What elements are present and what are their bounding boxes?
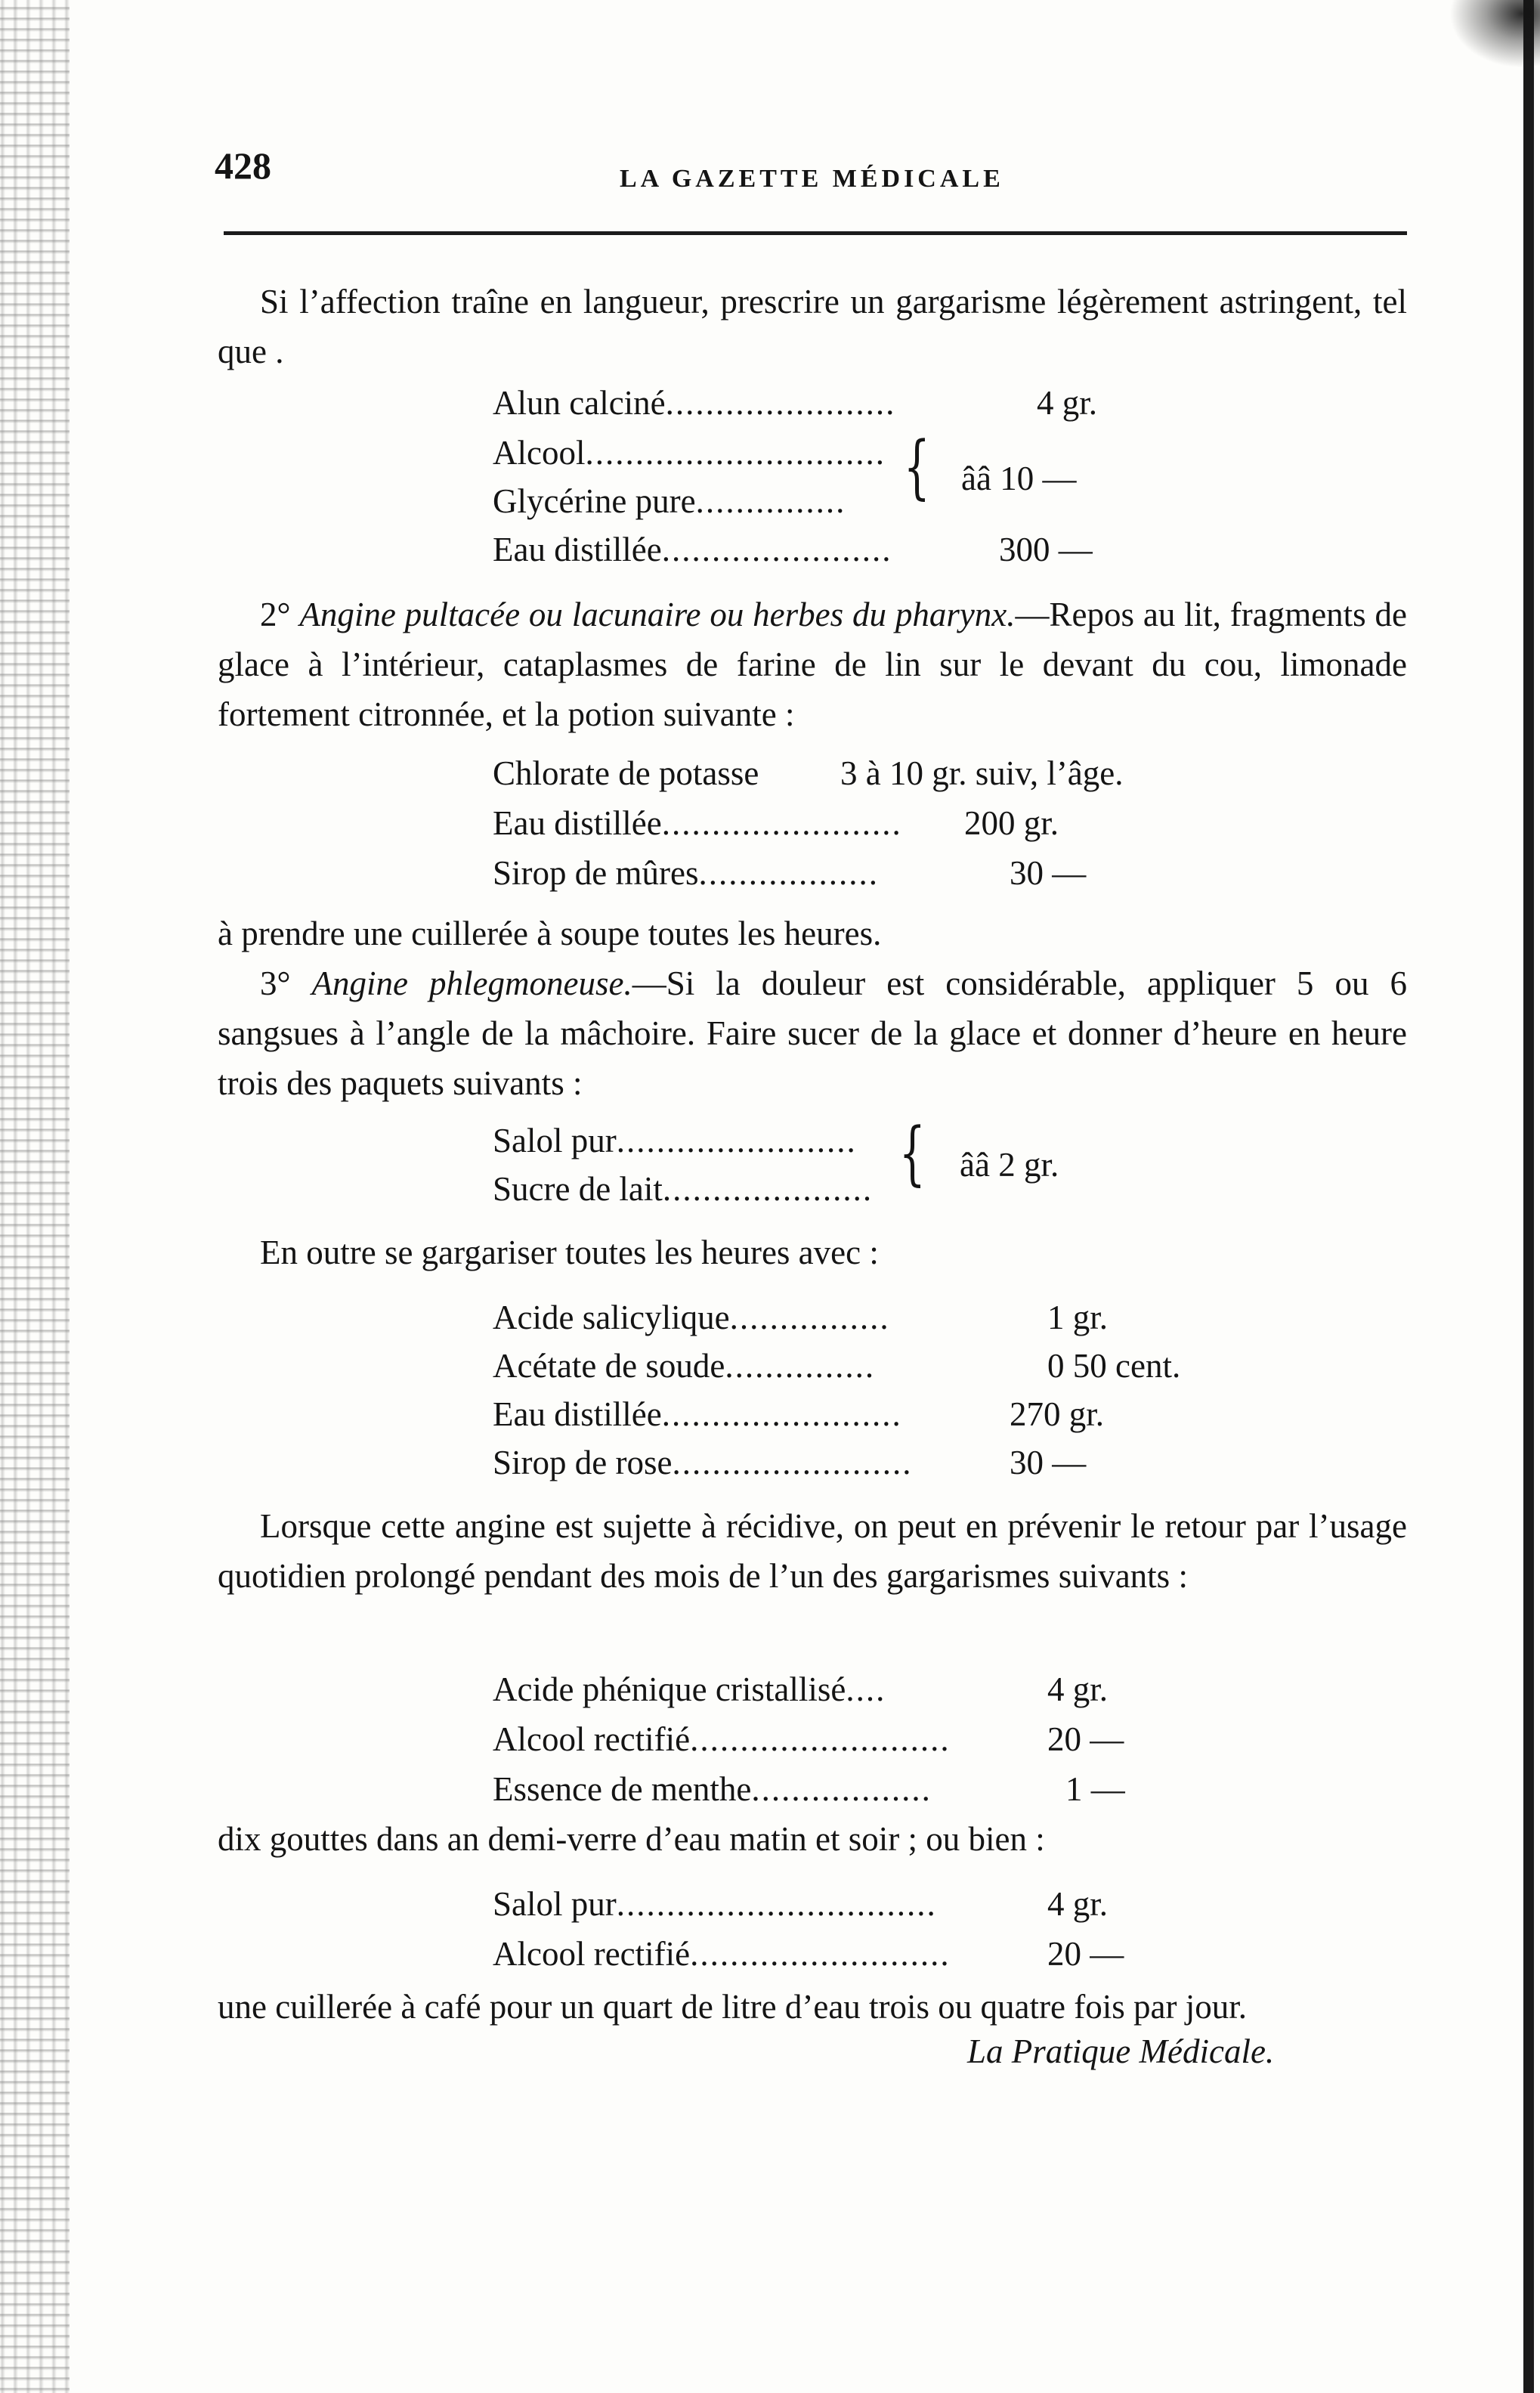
ingredient-quantity: 4 gr. [1037,384,1098,422]
recipe-row: Eau distillée........................ [493,1395,902,1433]
recipe-row: Alun calciné....................... [493,384,896,422]
recipe-row: Sirop de rose........................ [493,1444,913,1481]
section-heading: Angine phlegmoneuse. [311,964,632,1002]
recipe-row: Alcool rectifié.......................... [493,1935,951,1973]
section-text: —Si la douleur est considérable, appliquer 5 ou 6 sangsues à l’angle de la mâchoire. Faire sucer de la glace et donner d’heure en heure trois des paquets suivants : [218,964,1407,1102]
header-rule [224,231,1407,235]
section-number: 2° [260,596,291,633]
ingredient-name: Sirop de mûres [493,854,699,892]
recipe-row: Eau distillée........................ [493,804,902,842]
ingredient-quantity: 30 — [1010,854,1087,892]
recipe-row: Essence de menthe.................. [493,1770,932,1808]
ingredient-quantity: 30 — [1010,1444,1087,1481]
ingredient-name: Acide salicylique [493,1299,730,1336]
section-heading: Angine pultacée ou lacunaire ou herbes du pharynx. [299,596,1016,633]
ingredient-name: Salol pur [493,1885,617,1923]
ingredient-name: Eau distillée [493,804,662,842]
ingredient-quantity: 20 — [1047,1935,1124,1973]
paragraph-dix-gouttes: dix gouttes dans an demi-verre d’eau matin et soir ; ou bien : [218,1820,1045,1858]
page-binding-edge [0,0,70,2393]
ingredient-name: Salol pur [493,1122,617,1159]
ingredient-name: Chlorate de potasse [493,754,759,792]
paragraph-dosage: à prendre une cuillerée à soupe toutes les heures. [218,915,882,952]
section-text: —Repos au lit, fragments de glace à l’intérieur, cataplasmes de farine de lin sur le devant du cou, limonade fortement citronnée, et la potion suivante : [218,596,1407,733]
ingredient-name: Sucre de lait [493,1170,663,1208]
ingredient-name: Glycérine pure [493,482,696,520]
ingredient-name: Acétate de soude [493,1347,725,1385]
ingredient-name: Alcool [493,434,586,472]
ingredient-quantity: ââ 2 gr. [960,1146,1059,1184]
recipe-row: Salol pur................................ [493,1885,937,1923]
ingredient-name: Acide phénique cristallisé [493,1670,846,1708]
ingredient-quantity: 3 à 10 gr. suiv, l’âge. [840,754,1124,792]
recipe-row: Salol pur........................ [493,1122,857,1159]
recipe-row: Acide salicylique................ [493,1299,890,1336]
ingredient-name: Sirop de rose [493,1444,673,1481]
recipe-row: Acétate de soude............... [493,1347,876,1385]
section-number: 3° [260,964,291,1002]
ingredient-quantity: 20 — [1047,1720,1124,1758]
ingredient-quantity: 0 50 cent. [1047,1347,1181,1385]
ingredient-quantity: 4 gr. [1047,1670,1109,1708]
ingredient-name: Essence de menthe [493,1770,752,1808]
paragraph-astringent: Si l’affection traîne en langueur, prescrire un gargarisme légèrement astringent, tel que . [218,283,1407,370]
brace-icon: { [898,1113,926,1193]
running-title: LA GAZETTE MÉDICALE [620,165,1004,193]
ingredient-quantity: 270 gr. [1010,1395,1105,1433]
ingredient-name: Alun calciné [493,384,666,422]
brace-icon: { [903,426,930,507]
ingredient-quantity: 200 gr. [964,804,1059,842]
ingredient-quantity: 1 — [1065,1770,1125,1808]
ingredient-quantity: 300 — [999,531,1093,568]
ingredient-name: Eau distillée [493,1395,662,1433]
recipe-row: Sucre de lait..................... [493,1170,874,1208]
recipe-row [493,748,759,798]
ingredient-quantity: 1 gr. [1047,1299,1109,1336]
ingredient-quantity: ââ 10 — [961,460,1077,497]
paragraph-recidive: Lorsque cette angine est sujette à récidive, on peut en prévenir le retour par l’usage quotidien prolongé pendant des mois de l’un des gargarismes suivants : [218,1507,1407,1595]
recipe-row: Acide phénique cristallisé.... [493,1670,886,1708]
recipe-row: Eau distillée....................... [493,531,892,568]
recipe-row: Alcool rectifié.......................... [493,1720,951,1758]
recipe-row: Alcool.............................. [493,434,886,472]
paragraph-angine-phlegmoneuse [218,958,1407,1108]
ingredient-name: Eau distillée [493,531,662,568]
page-number: 428 [215,144,271,187]
paragraph-cuilleree: une cuillerée à café pour un quart de litre d’eau trois ou quatre fois par jour. [218,1988,1247,2026]
ingredient-name: Alcool rectifié [493,1935,691,1973]
recipe-row: Sirop de mûres.................. [493,854,879,892]
recipe-row: Glycérine pure............... [493,482,846,520]
ingredient-quantity: 4 gr. [1047,1885,1109,1923]
paragraph-angine-pultacee [218,590,1407,739]
page-right-edge [1523,0,1534,2393]
scan-corner-smudge [1449,0,1540,68]
source-signature: La Pratique Médicale. [967,2032,1275,2070]
paragraph-gargariser: En outre se gargariser toutes les heures avec : [260,1234,879,1271]
ingredient-name: Alcool rectifié [493,1720,691,1758]
